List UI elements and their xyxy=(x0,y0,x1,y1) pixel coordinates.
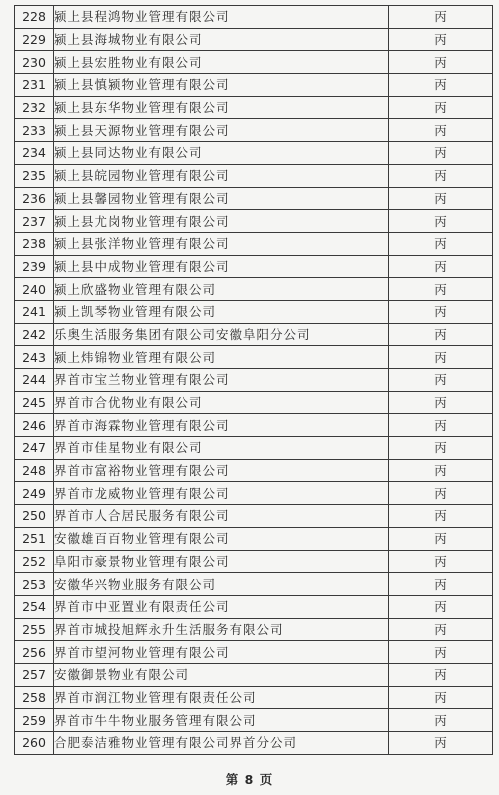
row-number-cell: 233 xyxy=(15,119,54,142)
row-number-cell: 250 xyxy=(15,505,54,528)
company-name-cell: 颍上县尤岗物业管理有限公司 xyxy=(54,210,389,233)
row-number-cell: 235 xyxy=(15,164,54,187)
row-number-cell: 229 xyxy=(15,28,54,51)
table-row xyxy=(15,414,493,437)
row-number-cell: 237 xyxy=(15,210,54,233)
company-name-cell: 界首市合优物业有限公司 xyxy=(54,391,389,414)
grade-cell: 丙 xyxy=(389,550,493,573)
company-name-cell: 界首市城投旭辉永升生活服务有限公司 xyxy=(54,618,389,641)
company-name-cell: 界首市润江物业管理有限责任公司 xyxy=(54,686,389,709)
row-number-cell: 228 xyxy=(15,6,54,29)
company-name-cell: 安徽雄百百物业管理有限公司 xyxy=(54,527,389,550)
row-number-cell: 241 xyxy=(15,300,54,323)
grade-cell: 丙 xyxy=(389,6,493,29)
grade-cell: 丙 xyxy=(389,595,493,618)
grade-cell: 丙 xyxy=(389,641,493,664)
grade-cell: 丙 xyxy=(389,142,493,165)
table-row xyxy=(15,51,493,74)
grade-cell: 丙 xyxy=(389,51,493,74)
table-row xyxy=(15,210,493,233)
row-number-cell: 248 xyxy=(15,459,54,482)
company-name-cell: 颍上欣盛物业管理有限公司 xyxy=(54,278,389,301)
grade-cell: 丙 xyxy=(389,96,493,119)
company-name-cell: 颍上县皖园物业管理有限公司 xyxy=(54,164,389,187)
company-name-cell: 颍上县中成物业管理有限公司 xyxy=(54,255,389,278)
table-row xyxy=(15,346,493,369)
row-number-cell: 232 xyxy=(15,96,54,119)
row-number-cell: 243 xyxy=(15,346,54,369)
table-row xyxy=(15,142,493,165)
page-number: 第 8 页 xyxy=(225,772,274,787)
table-row xyxy=(15,119,493,142)
company-name-cell: 安徽华兴物业服务有限公司 xyxy=(54,573,389,596)
table-row xyxy=(15,187,493,210)
table-row xyxy=(15,437,493,460)
table-row xyxy=(15,527,493,550)
company-name-cell: 界首市龙威物业管理有限公司 xyxy=(54,482,389,505)
grade-cell: 丙 xyxy=(389,663,493,686)
table-row xyxy=(15,482,493,505)
company-name-cell: 阜阳市豪景物业管理有限公司 xyxy=(54,550,389,573)
table-row xyxy=(15,391,493,414)
table-row xyxy=(15,686,493,709)
grade-cell: 丙 xyxy=(389,459,493,482)
grade-cell: 丙 xyxy=(389,187,493,210)
company-name-cell: 界首市富裕物业管理有限公司 xyxy=(54,459,389,482)
grade-cell: 丙 xyxy=(389,232,493,255)
row-number-cell: 231 xyxy=(15,74,54,97)
table-row xyxy=(15,505,493,528)
grade-cell: 丙 xyxy=(389,323,493,346)
row-number-cell: 246 xyxy=(15,414,54,437)
grade-cell: 丙 xyxy=(389,164,493,187)
grade-cell: 丙 xyxy=(389,527,493,550)
row-number-cell: 230 xyxy=(15,51,54,74)
row-number-cell: 245 xyxy=(15,391,54,414)
table-row xyxy=(15,323,493,346)
grade-cell: 丙 xyxy=(389,300,493,323)
grade-cell: 丙 xyxy=(389,732,493,755)
company-name-cell: 界首市人合居民服务有限公司 xyxy=(54,505,389,528)
company-grade-table xyxy=(14,5,493,755)
grade-cell: 丙 xyxy=(389,28,493,51)
row-number-cell: 260 xyxy=(15,732,54,755)
grade-cell: 丙 xyxy=(389,437,493,460)
company-name-cell: 界首市牛牛物业服务管理有限公司 xyxy=(54,709,389,732)
grade-cell: 丙 xyxy=(389,119,493,142)
table-row xyxy=(15,663,493,686)
company-name-cell: 颍上县慎颍物业管理有限公司 xyxy=(54,74,389,97)
grade-cell: 丙 xyxy=(389,210,493,233)
table-row xyxy=(15,369,493,392)
grade-cell: 丙 xyxy=(389,278,493,301)
row-number-cell: 239 xyxy=(15,255,54,278)
grade-cell: 丙 xyxy=(389,482,493,505)
grade-cell: 丙 xyxy=(389,391,493,414)
company-name-cell: 颍上县海城物业有限公司 xyxy=(54,28,389,51)
row-number-cell: 244 xyxy=(15,369,54,392)
table-row xyxy=(15,164,493,187)
table-body xyxy=(15,6,493,755)
grade-cell: 丙 xyxy=(389,255,493,278)
grade-cell: 丙 xyxy=(389,618,493,641)
company-name-cell: 颍上县张洋物业管理有限公司 xyxy=(54,232,389,255)
grade-cell: 丙 xyxy=(389,686,493,709)
row-number-cell: 259 xyxy=(15,709,54,732)
table-row xyxy=(15,595,493,618)
row-number-cell: 240 xyxy=(15,278,54,301)
company-name-cell: 颍上县东华物业管理有限公司 xyxy=(54,96,389,119)
company-name-cell: 界首市宝兰物业管理有限公司 xyxy=(54,369,389,392)
company-name-cell: 界首市中亚置业有限责任公司 xyxy=(54,595,389,618)
table-row xyxy=(15,573,493,596)
grade-cell: 丙 xyxy=(389,709,493,732)
row-number-cell: 234 xyxy=(15,142,54,165)
table-row xyxy=(15,255,493,278)
company-name-cell: 界首市佳星物业有限公司 xyxy=(54,437,389,460)
company-name-cell: 乐奥生活服务集团有限公司安徽阜阳分公司 xyxy=(54,323,389,346)
grade-cell: 丙 xyxy=(389,505,493,528)
company-name-cell: 颍上县宏胜物业有限公司 xyxy=(54,51,389,74)
company-name-cell: 安徽御景物业有限公司 xyxy=(54,663,389,686)
company-name-cell: 颍上凯琴物业管理有限公司 xyxy=(54,300,389,323)
row-number-cell: 253 xyxy=(15,573,54,596)
table-row xyxy=(15,28,493,51)
company-name-cell: 界首市海霖物业管理有限公司 xyxy=(54,414,389,437)
table-row xyxy=(15,459,493,482)
table-row xyxy=(15,709,493,732)
table-row xyxy=(15,232,493,255)
row-number-cell: 252 xyxy=(15,550,54,573)
row-number-cell: 249 xyxy=(15,482,54,505)
table-row xyxy=(15,550,493,573)
company-name-cell: 颍上县天源物业管理有限公司 xyxy=(54,119,389,142)
grade-cell: 丙 xyxy=(389,414,493,437)
table-row xyxy=(15,74,493,97)
company-name-cell: 合肥泰洁雅物业管理有限公司界首分公司 xyxy=(54,732,389,755)
row-number-cell: 258 xyxy=(15,686,54,709)
table-row xyxy=(15,732,493,755)
row-number-cell: 254 xyxy=(15,595,54,618)
row-number-cell: 255 xyxy=(15,618,54,641)
table-row xyxy=(15,618,493,641)
company-name-cell: 界首市望河物业管理有限公司 xyxy=(54,641,389,664)
company-name-cell: 颍上县程鸿物业管理有限公司 xyxy=(54,6,389,29)
grade-cell: 丙 xyxy=(389,74,493,97)
row-number-cell: 251 xyxy=(15,527,54,550)
company-name-cell: 颍上县同达物业有限公司 xyxy=(54,142,389,165)
row-number-cell: 242 xyxy=(15,323,54,346)
table-row xyxy=(15,300,493,323)
table-row xyxy=(15,6,493,29)
company-name-cell: 颍上县馨园物业管理有限公司 xyxy=(54,187,389,210)
grade-cell: 丙 xyxy=(389,369,493,392)
table-row xyxy=(15,96,493,119)
table-row xyxy=(15,278,493,301)
grade-cell: 丙 xyxy=(389,573,493,596)
row-number-cell: 247 xyxy=(15,437,54,460)
row-number-cell: 257 xyxy=(15,663,54,686)
company-name-cell: 颍上炜锦物业管理有限公司 xyxy=(54,346,389,369)
row-number-cell: 256 xyxy=(15,641,54,664)
grade-cell: 丙 xyxy=(389,346,493,369)
row-number-cell: 236 xyxy=(15,187,54,210)
row-number-cell: 238 xyxy=(15,232,54,255)
table-row xyxy=(15,641,493,664)
